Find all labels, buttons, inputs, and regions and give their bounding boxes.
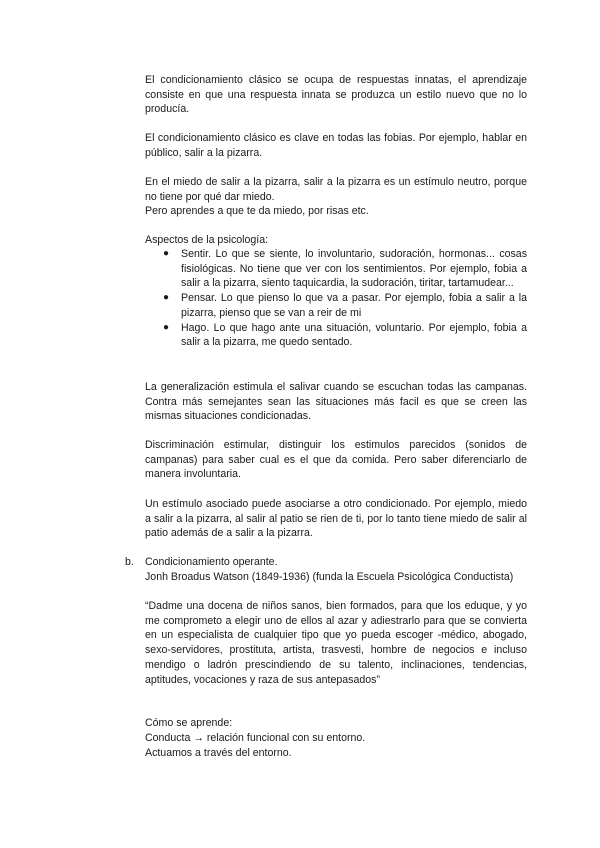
section-marker: b.: [125, 556, 134, 568]
list-item-text: Pensar. Lo que pienso lo que va a pasar. Por ejemplo, fobia a salir a la pizarra, pienso que se van a reir de mi: [181, 292, 527, 319]
paragraph-classical-conditioning: El condicionamiento clásico se ocupa de respuestas innatas, el aprendizaje consiste en que una respuesta innata se produzca un estilo nuevo que no lo producía.: [145, 74, 527, 116]
paragraph-discrimination: Discriminación estimular, distinguir los estimulos parecidos (sonidos de campanas) para saber cual es el que da comida. Pero saber diferenciarlo de manera involuntaria.: [145, 439, 527, 481]
closing-behavior: Conducta → relación funcional con su entorno.: [145, 732, 366, 744]
paragraph-phobias: El condicionamiento clásico es clave en todas las fobias. Por ejemplo, hablar en público, salir a la pizarra.: [145, 132, 527, 159]
paragraph-neutral-stimulus: En el miedo de salir a la pizarra, salir a la pizarra es un estímulo neutro, porque no tiene por qué dar miedo.: [145, 176, 527, 203]
list-item: [145, 247, 527, 291]
paragraph-learned-fear: Pero aprendes a que te da miedo, por risas etc.: [145, 205, 369, 217]
paragraph-generalization: La generalización estimula el salivar cuando se escuchan todas las campanas. Contra más semejantes sean las situaciones más facil es que se creen las mismas situaciones condicionadas.: [145, 381, 527, 423]
list-item: [145, 321, 527, 350]
bullet-icon: ●: [163, 321, 170, 333]
bullet-icon: ●: [163, 292, 170, 304]
watson-quote: “Dadme una docena de niños sanos, bien formados, para que los eduque, y yo me comprometo a elegir uno de ellos al azar y adiestrarlo para que se convierta en un especialista de cualquier tipo que yo pueda escoger -médico, abogado, sexo-servidores, prostituta, artista, trasvesti, hombre de negocios e incluso mendigo o ladrón prescindiendo de su talento, inclinaciones, tendencias, aptitudes, vocaciones y raza de sus antepasados”: [145, 600, 527, 686]
paragraph-associated-stimulus: Un estímulo asociado puede asociarse a otro condicionado. Por ejemplo, miedo a salir a la pizarra, al salir al patio se rien de ti, por lo tanto tiene miedo de salir al patio además de a salir a la pizarra.: [145, 498, 527, 540]
aspects-heading: Aspectos de la psicología:: [145, 234, 269, 246]
closing-heading: Cómo se aprende:: [145, 717, 233, 729]
list-item-text: Hago. Lo que hago ante una situación, voluntario. Por ejemplo, fobia a salir a la pizarra, me quedo sentado.: [181, 321, 527, 349]
aspects-list: [145, 247, 527, 350]
list-item-text: Sentir. Lo que se siente, lo involuntario, sudoración, hormonas... cosas fisiológicas. No tiene que ver con los sentimientos. Por ejemplo, fobia a salir a la pizarra, siento taquicardia, la sudoración, tiritar, tartamudear...: [181, 248, 527, 290]
bullet-icon: ●: [163, 248, 170, 259]
author-line: Jonh Broadus Watson (1849-1936) (funda la Escuela Psicológica Conductista): [145, 571, 514, 583]
list-item: [145, 291, 527, 320]
closing-environment: Actuamos a través del entorno.: [145, 747, 292, 759]
section-title: Condicionamiento operante.: [145, 556, 278, 568]
